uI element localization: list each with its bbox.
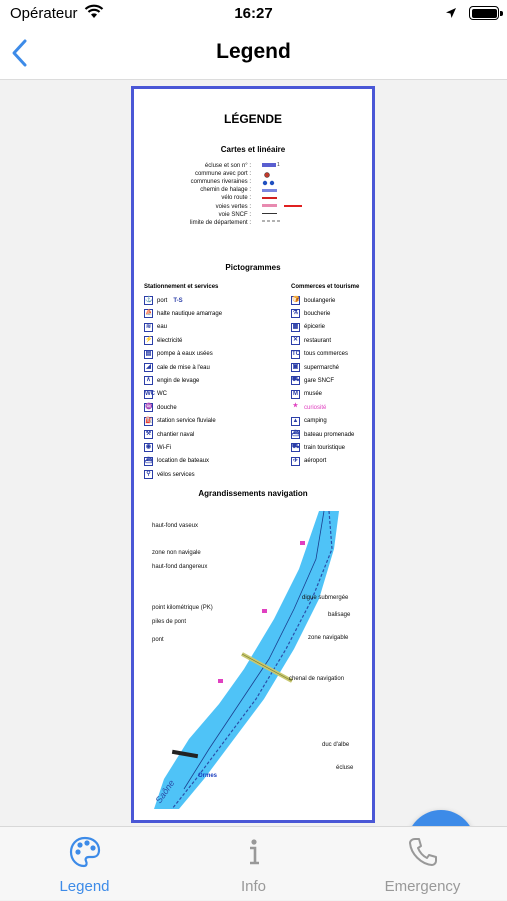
pictogram-icon: ★ <box>292 403 299 410</box>
pictogram-row <box>144 403 177 412</box>
pictogram-label: tous commerces <box>304 351 349 358</box>
pictogram-row <box>291 363 339 372</box>
callout-right: digue submergée <box>302 595 349 601</box>
map-line-label: vélo route : <box>221 195 251 202</box>
pictogram-icon: ⛵ <box>145 310 153 317</box>
pictogram-row <box>144 390 167 399</box>
town-label: Ormes <box>198 773 218 779</box>
section-maps-lines: Cartes et linéaire <box>220 145 286 154</box>
pictogram-row <box>291 376 334 385</box>
status-bar <box>0 0 507 28</box>
line-symbols <box>262 162 322 242</box>
callout-right: balisage <box>328 612 351 618</box>
map-line-label: chemin de halage : <box>200 187 251 194</box>
callout-right: écluse <box>336 765 354 771</box>
pictogram-label: station service fluviale <box>157 418 216 425</box>
pictogram-label: eau <box>157 324 168 331</box>
pictogram-icon: ▲ <box>292 417 299 424</box>
callout-left: haut-fond vaseux <box>152 523 199 529</box>
callout-left: pont <box>152 637 164 643</box>
pictogram-row <box>144 417 216 426</box>
pictogram-row <box>144 470 195 479</box>
callout-right: chenal de navigation <box>289 676 345 682</box>
pictogram-label: électricité <box>157 337 183 344</box>
map-line-label: limite de département : <box>189 219 251 226</box>
pictogram-label: boucherie <box>304 310 331 317</box>
pictogram-row <box>144 376 199 385</box>
pictogram-icon: WC <box>145 390 155 397</box>
pictogram-label: musée <box>304 391 323 398</box>
pictogram-icon: ✕ <box>292 337 299 344</box>
pictogram-label: halte nautique amarrage <box>157 310 223 317</box>
pictogram-row <box>291 443 345 452</box>
pictogram-row <box>291 417 327 426</box>
legend-image[interactable] <box>131 86 375 823</box>
callout-left: haut-fond dangereux <box>152 564 208 570</box>
river-label: Saône <box>153 778 177 806</box>
pictogram-row <box>291 296 335 305</box>
pictogram-icon: ⚓ <box>145 297 153 303</box>
pictogram-icon: TC <box>292 350 300 357</box>
tab-label-emergency: Emergency <box>384 878 461 895</box>
pictogram-label: engin de levage <box>157 377 200 384</box>
pictogram-icon: ◉ <box>145 444 152 451</box>
pictogram-label: épicerie <box>304 324 326 331</box>
pictogram-row <box>144 323 167 332</box>
pictogram-label: vélos services <box>157 471 195 478</box>
pictogram-label: aéroport <box>304 458 327 465</box>
callout-left: point kilométrique (PK) <box>152 605 213 611</box>
pictogram-label: restaurant <box>304 337 332 344</box>
pictogram-icon: ⛽ <box>145 417 153 424</box>
clock: 16:27 <box>234 5 273 22</box>
tab-label-info: Info <box>240 878 267 895</box>
callout-right: zone navigable <box>308 635 349 641</box>
map-line-label: voie SNCF : <box>218 211 251 218</box>
column-mooring-services: Stationnement et services <box>144 284 219 290</box>
pictogram-icon: ⚲ <box>144 470 153 479</box>
section-navigation-zoom: Agrandissements navigation <box>198 489 308 498</box>
location-arrow-icon <box>445 6 457 23</box>
pictogram-icon: ⚒ <box>145 431 152 437</box>
map-line-label: commune avec port : <box>194 171 251 178</box>
pictogram-row <box>291 403 326 412</box>
map-line-label: communes riveraines : <box>190 179 251 186</box>
pictogram-icon: ▤ <box>145 350 152 357</box>
pictogram-row <box>144 430 194 439</box>
tab-emergency[interactable] <box>338 827 507 901</box>
navigation-bar <box>0 28 507 80</box>
pictogram-label: pompe à eaux usées <box>157 351 213 358</box>
pictogram-label: Wi-Fi <box>157 444 171 451</box>
pictogram-label: location de bateaux <box>157 458 210 465</box>
pictogram-icon: ⚗ <box>292 310 299 317</box>
pictogram-row <box>291 323 325 332</box>
pictogram-icon: ⛴ <box>145 457 153 464</box>
pictogram-icon: ◢ <box>144 363 153 372</box>
pictogram-label: chantier naval <box>157 431 195 438</box>
pictogram-row <box>291 336 331 345</box>
pictogram-icon: ≋ <box>145 323 152 330</box>
legend-title: LÉGENDE <box>223 112 282 126</box>
legend-viewer[interactable] <box>0 81 507 826</box>
pictogram-label: boulangerie <box>304 297 336 304</box>
pictogram-label: douche <box>157 404 177 411</box>
pictogram-icon: M <box>293 390 298 397</box>
phone-icon <box>406 835 440 869</box>
pictogram-icon: ⛟ <box>292 377 300 384</box>
pictogram-row <box>144 443 171 452</box>
port-codes: T-S <box>173 297 183 304</box>
pictogram-icon: ⊼ <box>144 376 153 385</box>
pictogram-row <box>144 363 210 372</box>
info-icon <box>237 835 271 869</box>
carrier-label: Opérateur <box>10 5 78 22</box>
pictogram-label: gare SNCF <box>304 377 335 384</box>
pictogram-label: cale de mise à l'eau <box>157 364 210 371</box>
battery-tip <box>500 11 503 16</box>
pictogram-label: bateau promenade <box>304 431 355 438</box>
pictogram-label: curiosité <box>304 404 327 411</box>
pictogram-label: port <box>157 297 168 304</box>
pictogram-row <box>291 457 326 466</box>
pictogram-row <box>144 296 183 305</box>
page-title: Legend <box>216 40 291 63</box>
pictogram-label: WC <box>157 391 167 398</box>
callout-left: zone non navigale <box>152 550 201 556</box>
pictogram-icon: ▣ <box>292 364 299 370</box>
pictogram-icon: ⚡ <box>145 337 153 344</box>
map-line-label: écluse et son n° : <box>204 163 251 169</box>
pictogram-label: supermarché <box>304 364 340 371</box>
callout-right: duc d'albe <box>322 742 350 748</box>
pictogram-row <box>144 336 182 345</box>
tab-label-legend: Legend <box>59 878 110 895</box>
pictogram-icon: ♒ <box>145 404 153 411</box>
map-line-label: voies vertes : <box>215 203 251 210</box>
pictogram-row <box>291 390 322 399</box>
tab-legend[interactable] <box>0 827 169 901</box>
pictogram-row <box>144 309 222 318</box>
pictogram-icon: 🍞 <box>292 297 300 303</box>
pictogram-icon: ⛴ <box>292 431 300 437</box>
tab-info[interactable] <box>169 827 338 901</box>
svg-text:1: 1 <box>277 162 280 168</box>
pictogram-row <box>291 350 348 359</box>
pictogram-label: camping <box>304 418 327 425</box>
pictogram-icon: ▦ <box>292 323 299 330</box>
pictogram-label: train touristique <box>304 444 346 451</box>
pictogram-row <box>291 309 330 318</box>
section-pictograms: Pictogrammes <box>225 263 281 272</box>
pictogram-row <box>144 350 213 359</box>
battery-icon <box>469 6 499 20</box>
column-shops-tourism: Commerces et tourisme <box>291 284 360 290</box>
palette-icon <box>68 835 102 869</box>
tab-bar <box>0 826 507 900</box>
pictogram-row <box>291 430 354 439</box>
pictogram-icon: ✈ <box>292 457 299 464</box>
callout-left: piles de pont <box>152 619 187 625</box>
pictogram-icon: ⛟ <box>292 444 300 451</box>
pictogram-row <box>144 457 209 466</box>
